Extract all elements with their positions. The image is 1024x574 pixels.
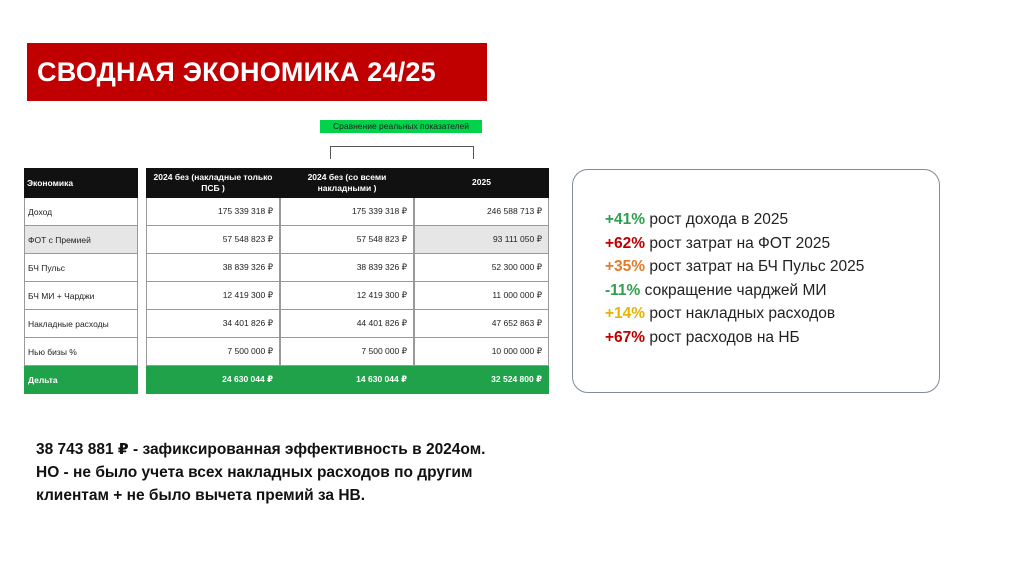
summary-item	[605, 279, 864, 303]
cell-overhead-c: 47 652 863 ₽	[414, 310, 549, 338]
cell-payroll-a: 57 548 823 ₽	[146, 226, 280, 254]
cell-bch-puls-a: 38 839 326 ₽	[146, 254, 280, 282]
table-column-2024-all	[280, 168, 414, 394]
summary-item	[605, 326, 864, 350]
summary-text: рост расходов на НБ	[645, 328, 800, 346]
summary-pct: +41%	[605, 211, 646, 228]
cell-bch-mi-b: 12 419 300 ₽	[280, 282, 414, 310]
summary-item	[605, 302, 864, 326]
cell-bch-mi-c: 11 000 000 ₽	[414, 282, 549, 310]
summary-text: рост накладных расходов	[645, 305, 836, 322]
summary-pct: +67%	[605, 328, 646, 346]
summary-item	[605, 208, 864, 232]
note-line-1: 38 743 881 ₽ - зафиксированная эффективность в 2024ом.	[36, 441, 486, 458]
summary-item	[605, 232, 864, 256]
table-header-2024-psb: 2024 без (накладные только ПСБ )	[146, 168, 280, 198]
summary-item	[605, 255, 864, 279]
summary-pct: +35%	[605, 258, 646, 275]
row-label-bch-puls: БЧ Пульс	[24, 254, 138, 282]
cell-overhead-b: 44 401 826 ₽	[280, 310, 414, 338]
comparison-bracket	[330, 146, 474, 159]
cell-bch-puls-b: 38 839 326 ₽	[280, 254, 414, 282]
row-label-overhead: Накладные расходы	[24, 310, 138, 338]
cell-income-c: 246 588 713 ₽	[414, 198, 549, 226]
cell-payroll-c: 93 111 050 ₽	[414, 226, 549, 254]
summary-text: рост дохода в 2025	[645, 211, 789, 228]
row-label-payroll: ФОТ с Премией	[24, 226, 138, 254]
summary-text: рост затрат на ФОТ 2025	[645, 234, 831, 252]
summary-list	[605, 208, 864, 349]
table-header-2025: 2025	[414, 168, 549, 198]
cell-payroll-b: 57 548 823 ₽	[280, 226, 414, 254]
summary-pct: -11%	[605, 281, 641, 299]
row-label-new-biz: Нью бизы %	[24, 338, 138, 366]
table-header-2024-all: 2024 без (со всеми накладными )	[280, 168, 414, 198]
cell-delta-b: 14 630 044 ₽	[280, 366, 414, 394]
cell-bch-mi-a: 12 419 300 ₽	[146, 282, 280, 310]
note-line-2: НО - не было учета всех накладных расходов по другим	[36, 464, 473, 481]
cell-bch-puls-c: 52 300 000 ₽	[414, 254, 549, 282]
cell-new-biz-a: 7 500 000 ₽	[146, 338, 280, 366]
note-line-3: клиентам + не было вычета премий за НВ.	[36, 487, 366, 504]
table-header-economics: Экономика	[24, 168, 138, 198]
summary-box	[572, 169, 940, 393]
cell-delta-c: 32 524 800 ₽	[414, 366, 549, 394]
row-label-delta: Дельта	[24, 366, 138, 394]
cell-income-b: 175 339 318 ₽	[280, 198, 414, 226]
cell-new-biz-c: 10 000 000 ₽	[414, 338, 549, 366]
table-label-column	[24, 168, 138, 394]
summary-pct: +14%	[605, 305, 646, 322]
cell-income-a: 175 339 318 ₽	[146, 198, 280, 226]
summary-pct: +62%	[605, 234, 646, 252]
summary-text: сокращение чарджей МИ	[640, 281, 827, 299]
comparison-label: Сравнение реальных показателей	[320, 120, 482, 133]
cell-delta-a: 24 630 044 ₽	[146, 366, 280, 394]
row-label-bch-mi: БЧ МИ + Чарджи	[24, 282, 138, 310]
table-column-2025	[414, 168, 549, 394]
summary-text: рост затрат на БЧ Пульс 2025	[645, 258, 865, 275]
page-title: СВОДНАЯ ЭКОНОМИКА 24/25	[37, 56, 436, 87]
title-banner	[27, 43, 487, 101]
cell-overhead-a: 34 401 826 ₽	[146, 310, 280, 338]
row-label-income: Доход	[24, 198, 138, 226]
table-column-2024-psb	[146, 168, 280, 394]
cell-new-biz-b: 7 500 000 ₽	[280, 338, 414, 366]
efficiency-note	[36, 438, 556, 507]
